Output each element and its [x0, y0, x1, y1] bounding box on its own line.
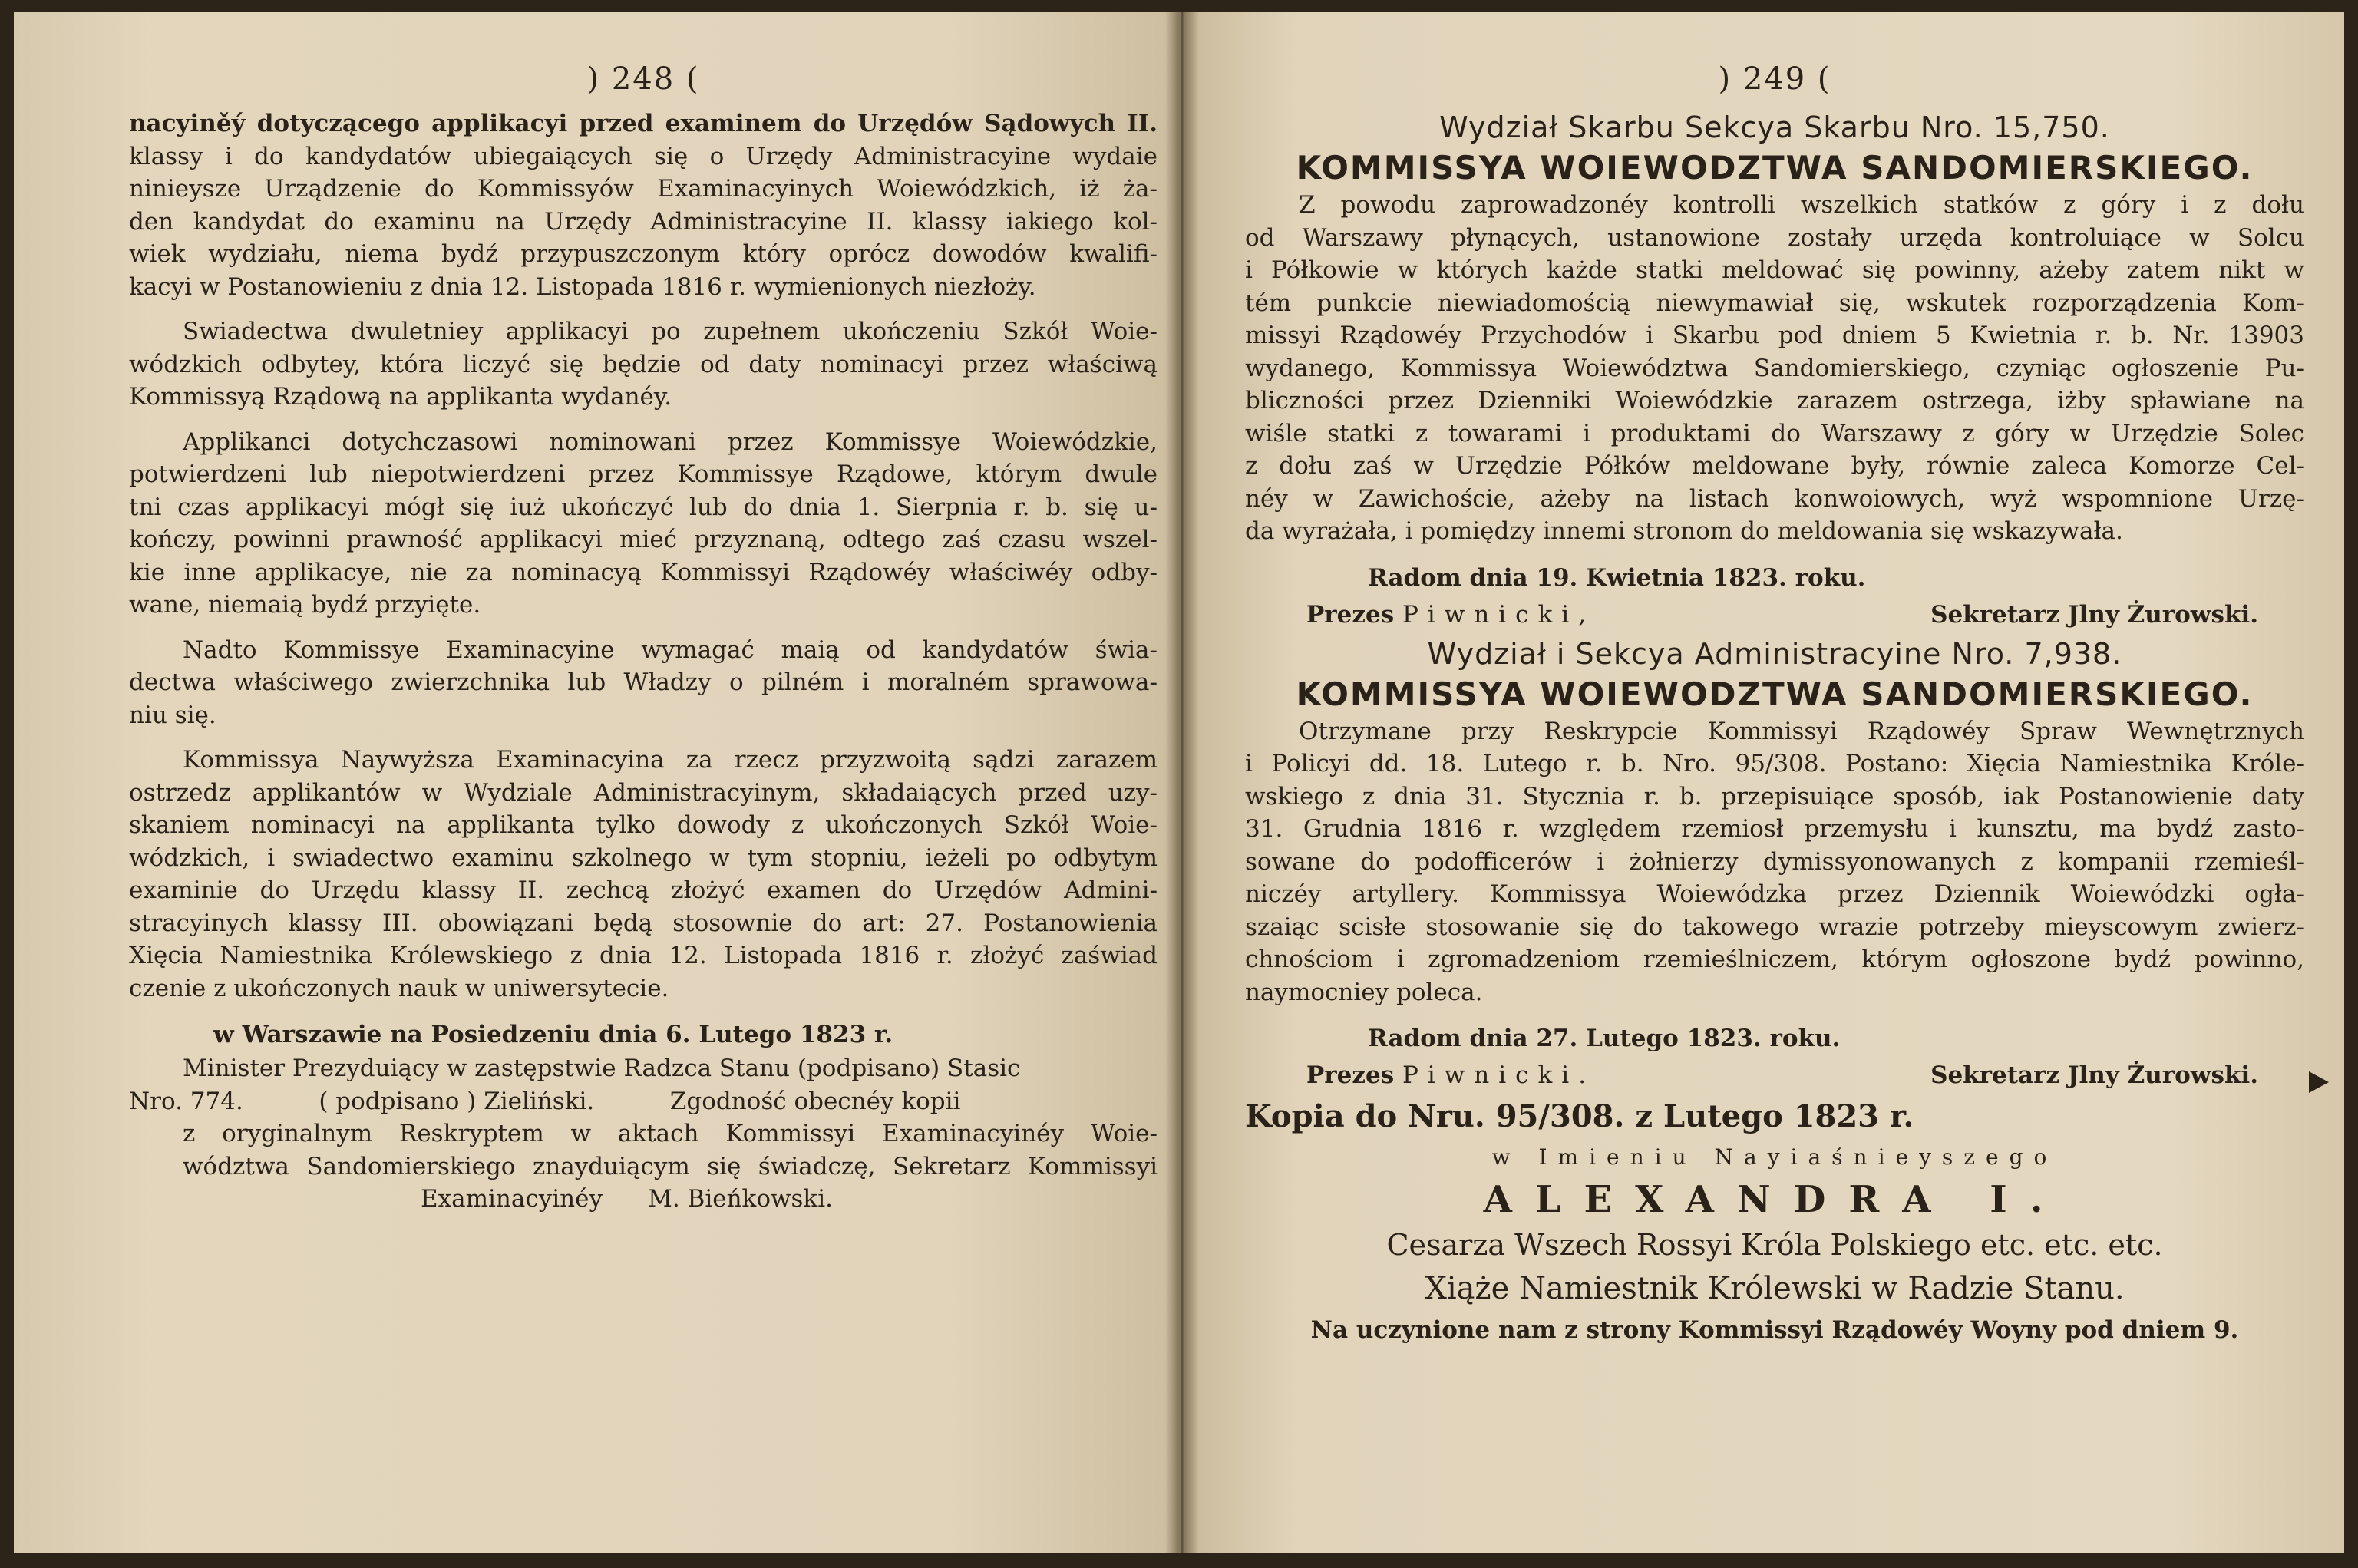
text-line: z dołu zaś w Urzędzie Półków meldowane były, równie zaleca Komorze Cel- [1245, 452, 2304, 480]
text-line: wiśle statki z towarami i produktami do Warszawy z góry w Urzędzie Solec [1245, 419, 2304, 447]
text-line: wskiego z dnia 31. Stycznia r. b. przepisuiące sposób, iak Postanowienie daty [1245, 782, 2304, 810]
text-line: czenie z ukończonych nauk w uniwersytecie. [129, 974, 669, 1002]
president-label: Prezes [1306, 1061, 1395, 1089]
catchword-arrow-icon [2309, 1071, 2329, 1093]
royal-line: Na uczynione nam z strony Kommissyi Rządowéy Woyny pod dniem 9. [1310, 1316, 2239, 1344]
book-spread [14, 12, 2344, 1553]
text-line: bliczności przez Dzienniki Woiewódzkie zarazem ostrzega, iżby spławiane na [1245, 387, 2304, 414]
signature-row [1245, 596, 2304, 634]
text-line: od Warszawy płynących, ustanowione zostały urzęda kontroluiące w Solcu [1245, 223, 2304, 252]
closing-line: Examinacyinéy M. Bieńkowski. [421, 1185, 833, 1213]
text-line: wiek wydziału, niema bydź przypuszczonym który oprócz dowodów kwalifi- [129, 240, 1158, 268]
text-line: Otrzymane przy Reskrypcie Kommissyi Rządowéy Spraw Wewnętrznych [1299, 717, 2304, 745]
section-subheading: Wydział Skarbu Sekcya Skarbu Nro. 15,750. [1439, 111, 2110, 144]
text-line: potwierdzeni lub niepotwierdzeni przez Kommissye Rządowe, którym dwule [129, 460, 1158, 488]
text-line: examinie do Urzędu klassy II. zechcą złożyć examen do Urzędów Admini- [129, 876, 1158, 904]
text-line: szaiąc scisłe stosowanie się do takowego wrazie potrzeby mieyscowym zwierz- [1245, 913, 2304, 941]
closing-line: Minister Prezyduiący w zastępstwie Radzca Stanu (podpisano) Stasic [183, 1055, 1021, 1082]
text-line: sowane do podofficerów i żołnierzy dymissyonowanych z kompanii rzemieśl- [1245, 847, 2304, 876]
text-line: Xięcia Namiestnika Królewskiego z dnia 12. Listopada 1816 r. złożyć zaświad [129, 942, 1158, 969]
text-line: klassy i do kandydatów ubiegaiących się o Urzędy Administracyine wydaie [129, 142, 1158, 170]
text-line: wane, niemaią bydź przyięte. [129, 591, 481, 619]
place-date: w Warszawie na Posiedzeniu dnia 6. Lutego 1823 r. [213, 1021, 893, 1048]
text-line: kie inne applikacye, nie za nominacyą Kommissyi Rządowéy właściwéy odby- [129, 558, 1158, 586]
text-line: naymocniey poleca. [1245, 978, 1483, 1006]
date-line: Radom dnia 27. Lutego 1823. roku. [1368, 1025, 1841, 1052]
text-line: den kandydat do examinu na Urzędy Administracyine II. klassy iakiego kol- [129, 207, 1158, 236]
text-line: kończy, powinni prawność applikacyi mieć przyznaną, odtego zaś czasu wszel- [129, 526, 1158, 553]
text-line: Swiadectwa dwuletniey applikacyi po zupełnem ukończeniu Szkół Woie- [183, 318, 1158, 345]
text-line: tni czas applikacyi mógł się iuż ukończyć lub do dnia 1. Sierpnia r. b. się u- [129, 493, 1158, 521]
president-signature [1306, 596, 1595, 634]
paragraph [129, 634, 1158, 732]
right-page [1182, 12, 2344, 1553]
text-line: ninieysze Urządzenie do Kommissyów Examinacyinych Woiewódzkich, iż ża- [129, 175, 1158, 203]
secretary-signature: Sekretarz Jlny Żurowski. [1930, 1061, 2258, 1089]
royal-title: Xiąże Namiestnik Królewski w Radzie Stanu. [1425, 1271, 2125, 1306]
page-number-left: ) 248 ( [586, 61, 700, 97]
text-line: Nadto Kommissye Examinacyine wymagać maią od kandydatów świa- [183, 635, 1158, 664]
text-line: da wyrażała, i pomiędzy innemi stronom do meldowania się wskazywała. [1245, 517, 2123, 545]
copy-heading: Kopia do Nru. 95/308. z Lutego 1823 r. [1245, 1098, 1914, 1134]
royal-title: Cesarza Wszech Rossyi Króla Polskiego etc. etc. etc. [1386, 1228, 2163, 1262]
text-line: nacyiněý dotyczącego applikacyi przed examinem do Urzędów Sądowych II. [129, 110, 1158, 137]
text-line: skaniem nominacyi na applikanta tylko dowody z ukończonych Szkół Woie- [129, 811, 1158, 839]
closing-line: wództwa Sandomierskiego znayduiącym się świadczę, Sekretarz Kommissyi [183, 1152, 1158, 1180]
date-line: Radom dnia 19. Kwietnia 1823. roku. [1368, 563, 1866, 592]
president-name: Piwnicki. [1402, 1061, 1596, 1089]
text-line: wydanego, Kommissya Woiewództwa Sandomierskiego, czyniąc ogłoszenie Pu- [1245, 354, 2304, 382]
left-page-text [129, 57, 1158, 1216]
text-line: ostrzedz applikantów w Wydziale Administracyinym, składaiących przed uzy- [129, 778, 1158, 807]
text-line: néy w Zawichoście, ażeby na listach konwoiowych, wyż wspomnione Urzę- [1245, 484, 2304, 513]
royal-name: ALEXANDRA I. [1483, 1178, 2066, 1221]
section-heading: KOMMISSYA WOIEWODZTWA SANDOMIERSKIEGO. [1296, 149, 2254, 187]
text-line: i Półkowie w których każde statki meldować się powinny, ażeby zatem nikt w [1245, 256, 2304, 284]
section-subheading: Wydział i Sekcya Administracyine Nro. 7,938. [1427, 636, 2122, 671]
section-heading: KOMMISSYA WOIEWODZTWA SANDOMIERSKIEGO. [1296, 675, 2254, 713]
text-line: wódzkich odbytey, która liczyć się będzie od daty nominacyi przez właściwą [129, 350, 1158, 378]
paragraph [129, 744, 1158, 1005]
text-line: Applikanci dotychczasowi nominowani przez Kommissye Woiewódzkie, [183, 427, 1158, 456]
book-gutter [1165, 12, 1199, 1553]
text-line: kacyi w Postanowieniu z dnia 12. Listopada 1816 r. wymienionych niezłoży. [129, 272, 1036, 301]
text-line: 31. Grudnia 1816 r. względem rzemiosł przemysłu i kunsztu, ma bydź zasto- [1245, 815, 2304, 843]
paragraph [1245, 189, 2304, 548]
paragraph [129, 315, 1158, 414]
text-line: niu się. [129, 701, 216, 729]
closing-line: z oryginalnym Reskryptem w aktach Kommissyi Examinacyinéy Woie- [183, 1120, 1158, 1147]
text-line: missyi Rządowéy Przychodów i Skarbu pod dniem 5 Kwietnia r. b. Nr. 13903 [1245, 322, 2304, 349]
text-line: dectwa właściwego zwierzchnika lub Władzy o pilném i moralném sprawowa- [129, 668, 1158, 696]
secretary-signature: Sekretarz Jlny Żurowski. [1930, 600, 2258, 629]
text-line: chnościom i zgromadzeniom rzemieślniczem, którym ogłoszone bydź powinno, [1245, 946, 2304, 973]
text-line: i Policyi dd. 18. Lutego r. b. Nro. 95/308. Postano: Xięcia Namiestnika Króle- [1245, 750, 2304, 777]
left-page [14, 12, 1179, 1553]
paragraph [129, 107, 1158, 303]
text-line: niczéy artyllery. Kommissya Woiewódzka przez Dziennik Woiewódzki ogła- [1245, 880, 2304, 908]
closing-line: Nro. 774. ( podpisano ) Zieliński. Zgodność obecnéy kopii [129, 1087, 961, 1115]
right-page-text [1245, 57, 2304, 1349]
paragraph [129, 426, 1158, 622]
text-line: Z powodu zaprowadzonéy kontrolli wszelkich statków z góry i z dołu [1299, 191, 2304, 219]
paragraph [1245, 715, 2304, 1009]
president-name: Piwnicki, [1402, 600, 1596, 629]
text-line: stracyinych klassy III. obowiązani będą stosownie do art: 27. Postanowienia [129, 909, 1158, 937]
royal-line: w Imieniu Nayiaśnieyszego [1491, 1144, 2058, 1170]
text-line: Kommissyą Rządową na applikanta wydanéy. [129, 383, 672, 411]
president-signature [1306, 1056, 1595, 1094]
page-number-right: ) 249 ( [1718, 61, 1831, 97]
text-line: wódzkich, i swiadectwo examinu szkolnego w tym stopniu, ieżeli po odbytym [129, 843, 1158, 872]
text-line: tém punkcie niewiadomością niewymawiał się, wskutek rozporządzenia Kom- [1245, 289, 2304, 317]
signature-row [1245, 1056, 2304, 1094]
text-line: Kommissya Naywyższa Examinacyina za rzecz przyzwoitą sądzi zarazem [183, 746, 1158, 774]
president-label: Prezes [1306, 600, 1395, 629]
